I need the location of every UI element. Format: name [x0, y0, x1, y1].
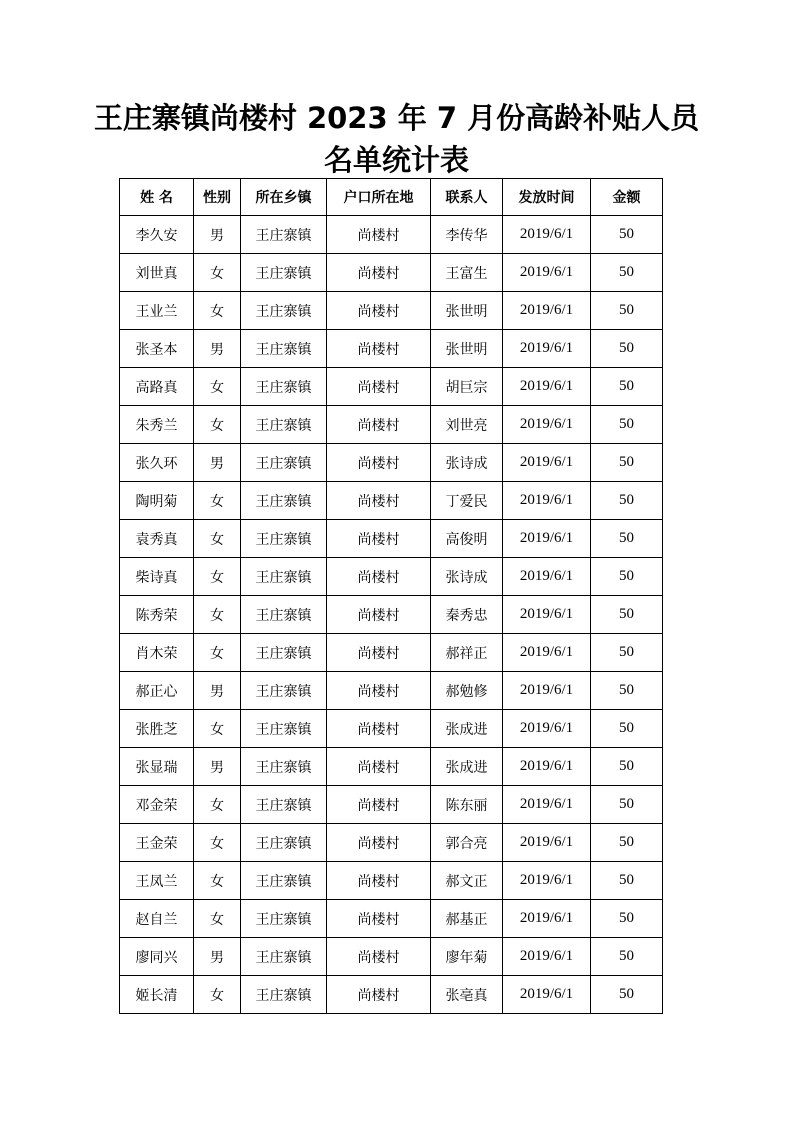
table-row — [120, 292, 663, 330]
cell-township: 王庄寨镇 — [241, 292, 327, 330]
cell-amount: 50 — [591, 900, 663, 938]
cell-township: 王庄寨镇 — [241, 824, 327, 862]
header-issue-date: 发放时间 — [503, 179, 591, 216]
cell-issue-date: 2019/6/1 — [503, 710, 591, 748]
header-name: 姓 名 — [120, 179, 194, 216]
cell-name: 柴诗真 — [120, 558, 194, 596]
cell-amount: 50 — [591, 596, 663, 634]
cell-issue-date: 2019/6/1 — [503, 368, 591, 406]
cell-gender: 女 — [194, 786, 241, 824]
cell-registered-residence: 尚楼村 — [327, 216, 431, 254]
cell-gender: 男 — [194, 748, 241, 786]
cell-registered-residence: 尚楼村 — [327, 406, 431, 444]
cell-registered-residence: 尚楼村 — [327, 672, 431, 710]
cell-township: 王庄寨镇 — [241, 900, 327, 938]
table-row — [120, 634, 663, 672]
cell-name: 赵自兰 — [120, 900, 194, 938]
cell-amount: 50 — [591, 938, 663, 976]
cell-township: 王庄寨镇 — [241, 634, 327, 672]
cell-issue-date: 2019/6/1 — [503, 634, 591, 672]
cell-amount: 50 — [591, 216, 663, 254]
cell-gender: 女 — [194, 520, 241, 558]
cell-registered-residence: 尚楼村 — [327, 938, 431, 976]
cell-gender: 男 — [194, 444, 241, 482]
cell-gender: 女 — [194, 634, 241, 672]
cell-registered-residence: 尚楼村 — [327, 254, 431, 292]
cell-issue-date: 2019/6/1 — [503, 520, 591, 558]
cell-gender: 女 — [194, 254, 241, 292]
cell-contact: 郝祥正 — [431, 634, 503, 672]
cell-township: 王庄寨镇 — [241, 444, 327, 482]
cell-issue-date: 2019/6/1 — [503, 406, 591, 444]
cell-amount: 50 — [591, 368, 663, 406]
cell-township: 王庄寨镇 — [241, 748, 327, 786]
header-gender: 性别 — [194, 179, 241, 216]
cell-contact: 王富生 — [431, 254, 503, 292]
subsidy-roster-table — [119, 178, 663, 1014]
cell-issue-date: 2019/6/1 — [503, 938, 591, 976]
cell-contact: 陈东丽 — [431, 786, 503, 824]
cell-amount: 50 — [591, 444, 663, 482]
cell-issue-date: 2019/6/1 — [503, 254, 591, 292]
cell-amount: 50 — [591, 330, 663, 368]
cell-contact: 张成进 — [431, 710, 503, 748]
cell-contact: 丁爱民 — [431, 482, 503, 520]
cell-township: 王庄寨镇 — [241, 406, 327, 444]
cell-gender: 男 — [194, 938, 241, 976]
cell-contact: 廖年菊 — [431, 938, 503, 976]
cell-township: 王庄寨镇 — [241, 862, 327, 900]
cell-township: 王庄寨镇 — [241, 596, 327, 634]
cell-gender: 男 — [194, 672, 241, 710]
table-row — [120, 216, 663, 254]
cell-issue-date: 2019/6/1 — [503, 216, 591, 254]
cell-township: 王庄寨镇 — [241, 216, 327, 254]
cell-township: 王庄寨镇 — [241, 482, 327, 520]
cell-contact: 郝勉修 — [431, 672, 503, 710]
cell-issue-date: 2019/6/1 — [503, 482, 591, 520]
cell-amount: 50 — [591, 786, 663, 824]
cell-name: 郝正心 — [120, 672, 194, 710]
cell-issue-date: 2019/6/1 — [503, 824, 591, 862]
cell-contact: 刘世亮 — [431, 406, 503, 444]
cell-name: 王金荣 — [120, 824, 194, 862]
cell-registered-residence: 尚楼村 — [327, 292, 431, 330]
cell-name: 刘世真 — [120, 254, 194, 292]
cell-gender: 女 — [194, 710, 241, 748]
header-registered-residence: 户口所在地 — [327, 179, 431, 216]
table-row — [120, 444, 663, 482]
cell-name: 王凤兰 — [120, 862, 194, 900]
table-row — [120, 786, 663, 824]
cell-amount: 50 — [591, 520, 663, 558]
table-row — [120, 938, 663, 976]
cell-name: 陈秀荣 — [120, 596, 194, 634]
cell-issue-date: 2019/6/1 — [503, 558, 591, 596]
table-row — [120, 672, 663, 710]
cell-name: 姬长清 — [120, 976, 194, 1014]
cell-contact: 张世明 — [431, 292, 503, 330]
cell-amount: 50 — [591, 672, 663, 710]
cell-gender: 男 — [194, 216, 241, 254]
table-row — [120, 254, 663, 292]
cell-amount: 50 — [591, 862, 663, 900]
cell-township: 王庄寨镇 — [241, 520, 327, 558]
cell-name: 朱秀兰 — [120, 406, 194, 444]
cell-registered-residence: 尚楼村 — [327, 976, 431, 1014]
cell-amount: 50 — [591, 634, 663, 672]
cell-issue-date: 2019/6/1 — [503, 862, 591, 900]
cell-issue-date: 2019/6/1 — [503, 330, 591, 368]
cell-contact: 郝基正 — [431, 900, 503, 938]
cell-issue-date: 2019/6/1 — [503, 596, 591, 634]
cell-amount: 50 — [591, 406, 663, 444]
cell-contact: 张诗成 — [431, 444, 503, 482]
table-header-row — [120, 179, 663, 216]
table-row — [120, 558, 663, 596]
table-row — [120, 862, 663, 900]
cell-issue-date: 2019/6/1 — [503, 900, 591, 938]
cell-name: 陶明菊 — [120, 482, 194, 520]
cell-township: 王庄寨镇 — [241, 710, 327, 748]
table-row — [120, 748, 663, 786]
cell-contact: 张诗成 — [431, 558, 503, 596]
cell-gender: 男 — [194, 330, 241, 368]
cell-gender: 女 — [194, 406, 241, 444]
cell-registered-residence: 尚楼村 — [327, 330, 431, 368]
cell-registered-residence: 尚楼村 — [327, 634, 431, 672]
cell-name: 张显瑞 — [120, 748, 194, 786]
header-amount: 金额 — [591, 179, 663, 216]
cell-amount: 50 — [591, 558, 663, 596]
cell-name: 张圣本 — [120, 330, 194, 368]
cell-amount: 50 — [591, 292, 663, 330]
cell-issue-date: 2019/6/1 — [503, 292, 591, 330]
cell-name: 廖同兴 — [120, 938, 194, 976]
cell-gender: 女 — [194, 558, 241, 596]
cell-contact: 郭合亮 — [431, 824, 503, 862]
cell-issue-date: 2019/6/1 — [503, 748, 591, 786]
cell-township: 王庄寨镇 — [241, 672, 327, 710]
cell-name: 高路真 — [120, 368, 194, 406]
cell-contact: 李传华 — [431, 216, 503, 254]
document-title-line-2: 名单统计表 — [323, 143, 469, 177]
cell-issue-date: 2019/6/1 — [503, 672, 591, 710]
cell-gender: 女 — [194, 368, 241, 406]
cell-contact: 高俊明 — [431, 520, 503, 558]
cell-registered-residence: 尚楼村 — [327, 710, 431, 748]
cell-contact: 张亳真 — [431, 976, 503, 1014]
cell-township: 王庄寨镇 — [241, 976, 327, 1014]
cell-township: 王庄寨镇 — [241, 368, 327, 406]
cell-registered-residence: 尚楼村 — [327, 748, 431, 786]
cell-township: 王庄寨镇 — [241, 938, 327, 976]
table-row — [120, 330, 663, 368]
table-row — [120, 824, 663, 862]
table-row — [120, 406, 663, 444]
cell-township: 王庄寨镇 — [241, 786, 327, 824]
cell-registered-residence: 尚楼村 — [327, 368, 431, 406]
cell-registered-residence: 尚楼村 — [327, 558, 431, 596]
table-row — [120, 368, 663, 406]
cell-registered-residence: 尚楼村 — [327, 824, 431, 862]
cell-issue-date: 2019/6/1 — [503, 444, 591, 482]
cell-township: 王庄寨镇 — [241, 558, 327, 596]
header-contact: 联系人 — [431, 179, 503, 216]
cell-amount: 50 — [591, 824, 663, 862]
cell-township: 王庄寨镇 — [241, 254, 327, 292]
cell-gender: 女 — [194, 292, 241, 330]
cell-name: 李久安 — [120, 216, 194, 254]
cell-name: 张胜芝 — [120, 710, 194, 748]
cell-issue-date: 2019/6/1 — [503, 786, 591, 824]
cell-name: 王业兰 — [120, 292, 194, 330]
table-row — [120, 596, 663, 634]
cell-gender: 女 — [194, 596, 241, 634]
cell-gender: 女 — [194, 482, 241, 520]
cell-amount: 50 — [591, 748, 663, 786]
cell-gender: 女 — [194, 976, 241, 1014]
cell-registered-residence: 尚楼村 — [327, 596, 431, 634]
cell-registered-residence: 尚楼村 — [327, 444, 431, 482]
cell-amount: 50 — [591, 976, 663, 1014]
cell-contact: 郝文正 — [431, 862, 503, 900]
cell-name: 肖木荣 — [120, 634, 194, 672]
cell-name: 张久环 — [120, 444, 194, 482]
table-row — [120, 482, 663, 520]
cell-contact: 秦秀忠 — [431, 596, 503, 634]
cell-contact: 张成进 — [431, 748, 503, 786]
cell-registered-residence: 尚楼村 — [327, 786, 431, 824]
cell-registered-residence: 尚楼村 — [327, 900, 431, 938]
table-row — [120, 900, 663, 938]
document-title-line-1: 王庄寨镇尚楼村 2023 年 7 月份高龄补贴人员 — [93, 101, 700, 135]
cell-gender: 女 — [194, 824, 241, 862]
cell-amount: 50 — [591, 710, 663, 748]
cell-gender: 女 — [194, 900, 241, 938]
cell-amount: 50 — [591, 254, 663, 292]
table-row — [120, 976, 663, 1014]
header-township: 所在乡镇 — [241, 179, 327, 216]
cell-township: 王庄寨镇 — [241, 330, 327, 368]
cell-registered-residence: 尚楼村 — [327, 520, 431, 558]
cell-name: 袁秀真 — [120, 520, 194, 558]
cell-contact: 胡巨宗 — [431, 368, 503, 406]
cell-contact: 张世明 — [431, 330, 503, 368]
cell-name: 邓金荣 — [120, 786, 194, 824]
cell-amount: 50 — [591, 482, 663, 520]
table-row — [120, 520, 663, 558]
table-body — [120, 216, 663, 1014]
cell-issue-date: 2019/6/1 — [503, 976, 591, 1014]
table-row — [120, 710, 663, 748]
cell-registered-residence: 尚楼村 — [327, 482, 431, 520]
cell-gender: 女 — [194, 862, 241, 900]
cell-registered-residence: 尚楼村 — [327, 862, 431, 900]
